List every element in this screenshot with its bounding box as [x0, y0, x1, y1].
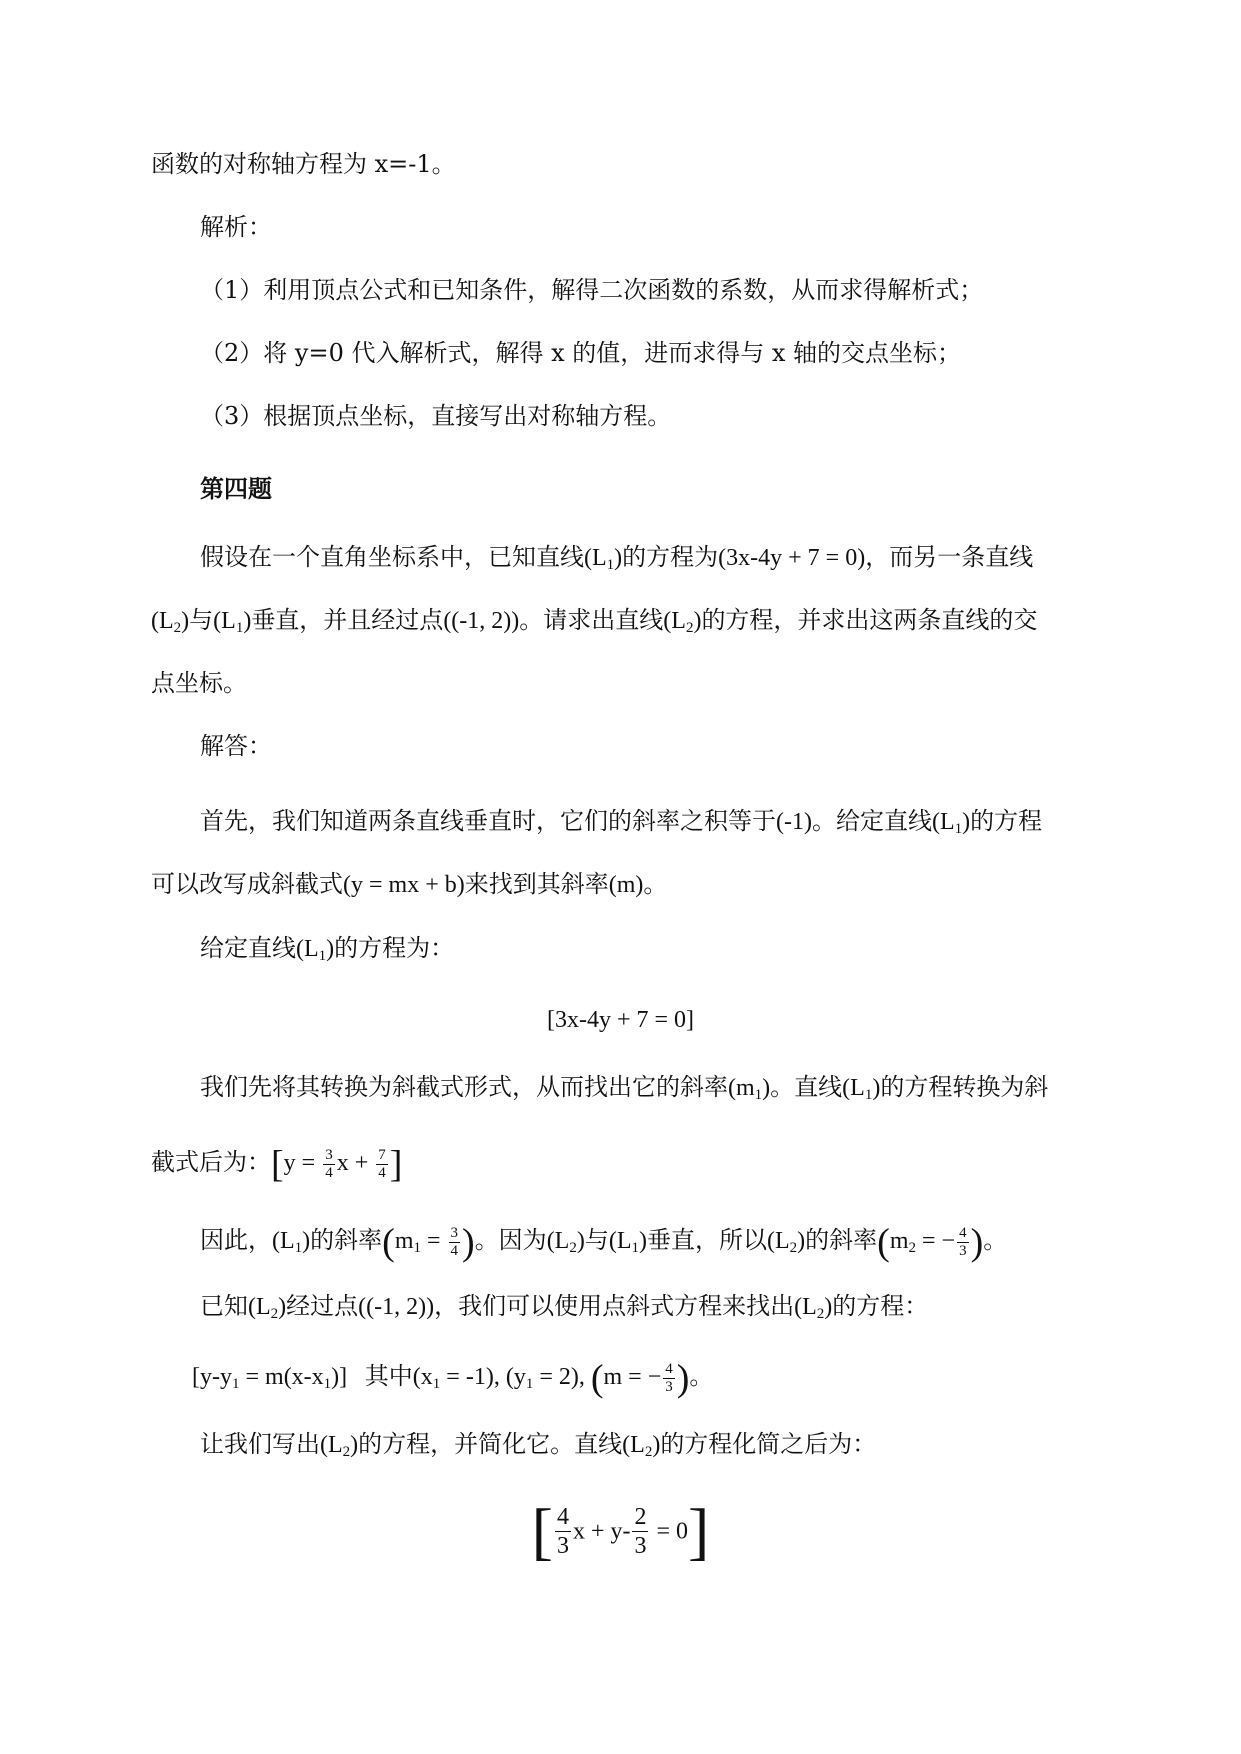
- display-equation-1: [0, 1004, 1241, 1036]
- math-text: ): [302, 1228, 311, 1254]
- math-bracket: [: [271, 1143, 284, 1186]
- math-fraction: [632, 1505, 648, 1558]
- text-span: 给定直线: [200, 934, 296, 962]
- math-L1: [272, 1228, 310, 1254]
- math-num: 2: [634, 1503, 647, 1530]
- math-sub: 1: [525, 1376, 534, 1392]
- math-text: (L: [794, 1294, 817, 1320]
- point-slope-intro: [200, 1290, 928, 1323]
- math-text: [y-y: [192, 1364, 232, 1390]
- math-text: (L: [931, 809, 955, 835]
- math-sub: 1: [235, 620, 244, 636]
- math-L1: [932, 809, 970, 835]
- math-m-value: [590, 1357, 690, 1400]
- math-sub: 1: [294, 1240, 303, 1256]
- math-num: 7: [378, 1146, 386, 1163]
- math-paren: (: [590, 1357, 604, 1400]
- math-den: 3: [665, 1378, 673, 1395]
- text-span: 让我们写出: [200, 1430, 320, 1458]
- text-span: ，而另一条直线: [865, 543, 1034, 571]
- text-span: 。: [689, 1362, 714, 1390]
- text-span: 的斜率: [310, 1226, 383, 1254]
- math-sub: 1: [864, 1087, 873, 1103]
- math-text: (L: [320, 1432, 343, 1458]
- text-span: 首先，我们知道两条直线垂直时，它们的斜率之积等于: [200, 807, 776, 835]
- math-sub: 2: [644, 1444, 653, 1460]
- text-span: 。因为: [474, 1226, 547, 1254]
- problem-line-3: [151, 667, 247, 699]
- math-fraction: [323, 1148, 335, 1181]
- math-paren: (: [382, 1221, 395, 1264]
- math-text: ): [614, 545, 623, 571]
- math-value: (m): [608, 872, 644, 898]
- math-sub: 2: [270, 1306, 279, 1322]
- point-slope-line: [192, 1354, 713, 1399]
- text-span: 。请求出直线: [519, 606, 664, 634]
- text-span: 的方程：: [832, 1292, 929, 1320]
- math-den: 4: [325, 1164, 333, 1181]
- text-span: 解答：: [200, 732, 272, 760]
- convert-line-2: [151, 1140, 402, 1185]
- math-fraction: [376, 1148, 388, 1181]
- math-text: =: [420, 1228, 447, 1254]
- math-equation: (y = mx + b): [343, 872, 465, 898]
- math-text: = 2),: [533, 1364, 591, 1390]
- math-L2: [547, 1228, 585, 1254]
- math-text: (L: [842, 1075, 865, 1101]
- math-L2: [794, 1294, 832, 1320]
- text-span: 与: [189, 606, 214, 634]
- math-sub: 1: [231, 1376, 240, 1392]
- math-text: ): [652, 1432, 661, 1458]
- text-span: 。给定直线: [811, 807, 932, 835]
- math-text: m: [394, 1228, 414, 1254]
- analysis-item-3: [200, 400, 671, 432]
- text-span: 。直线: [770, 1073, 843, 1101]
- text-line: [151, 148, 456, 180]
- math-text: )]: [331, 1364, 348, 1390]
- math-slope-intercept: [271, 1143, 403, 1186]
- math-den: 3: [959, 1242, 967, 1259]
- math-text: (L: [213, 608, 236, 634]
- math-sub: 2: [569, 1240, 577, 1256]
- math-L2: [320, 1432, 358, 1458]
- math-value: (-1): [776, 809, 812, 835]
- math-L2: [663, 608, 701, 634]
- math-point: ((-1, 2)): [358, 1294, 435, 1320]
- analysis-item-2: [200, 337, 961, 369]
- math-den: 4: [450, 1242, 459, 1259]
- math-den: 3: [556, 1532, 569, 1559]
- math-L2: [151, 608, 189, 634]
- math-y1: [506, 1364, 591, 1390]
- math-text: ): [243, 608, 252, 634]
- math-text: (L: [584, 545, 607, 571]
- math-equation: (3x-4y + 7 = 0): [718, 545, 866, 571]
- math-text: ): [962, 809, 971, 835]
- text-span: 。: [983, 1226, 1008, 1254]
- math-sub: 1: [954, 821, 963, 837]
- math-num: 4: [556, 1503, 569, 1530]
- math-text: (L: [622, 1432, 645, 1458]
- math-text: ): [639, 1228, 647, 1254]
- math-m1: [728, 1075, 770, 1101]
- math-point-slope: [192, 1364, 347, 1390]
- display-equation-final: [0, 1490, 1241, 1571]
- math-L2: [767, 1228, 805, 1254]
- math-text: ): [576, 1228, 585, 1254]
- math-text: ): [872, 1075, 881, 1101]
- math-x1: [413, 1364, 506, 1390]
- math-text: m: [889, 1228, 909, 1254]
- text-span: ，我们可以使用点斜式方程来找出: [434, 1292, 795, 1320]
- math-text: ): [350, 1432, 359, 1458]
- math-text: (L: [767, 1228, 790, 1254]
- math-text: = m(x-x: [239, 1364, 324, 1390]
- math-sub: 2: [789, 1240, 798, 1256]
- math-sub: 2: [173, 620, 182, 636]
- text-span: 的方程转换为斜: [880, 1073, 1049, 1101]
- text-span: （2）将 y=0 代入解析式，解得 x 的值，进而求得与 x 轴的交点坐标；: [200, 339, 962, 367]
- math-L1: [842, 1075, 880, 1101]
- text-span: 的方程化简之后为：: [660, 1430, 877, 1458]
- text-span: 第四题: [200, 474, 272, 503]
- convert-line-1: [200, 1071, 1048, 1104]
- math-text: (x: [412, 1364, 433, 1390]
- math-text: ): [824, 1294, 833, 1320]
- math-text: m = −: [603, 1364, 662, 1390]
- math-L2: [622, 1432, 660, 1458]
- math-fraction: [555, 1505, 571, 1558]
- math-text: (L: [248, 1294, 271, 1320]
- math-L1: [213, 608, 251, 634]
- math-L1: [296, 936, 334, 962]
- math-text: ): [762, 1075, 771, 1101]
- text-span: 函数的对称轴方程为 x=-1。: [151, 150, 456, 178]
- math-text: ): [278, 1294, 287, 1320]
- text-span: 来找到其斜率: [464, 870, 609, 898]
- math-L1: [609, 1228, 647, 1254]
- text-span: 的方程: [970, 807, 1043, 835]
- math-L2: [248, 1294, 286, 1320]
- math-bracket: ]: [688, 1495, 710, 1567]
- text-span: 与: [584, 1226, 609, 1254]
- math-fraction: [663, 1362, 675, 1395]
- math-sub: 1: [413, 1240, 421, 1256]
- text-span: （1）利用顶点公式和已知条件，解得二次函数的系数，从而求得解析式；: [200, 276, 984, 304]
- math-text: (y: [505, 1364, 526, 1390]
- text-span: 垂直，并且经过点: [251, 606, 444, 634]
- math-text: ): [693, 608, 702, 634]
- math-text: = −: [915, 1228, 956, 1254]
- math-bracket: ]: [389, 1143, 403, 1186]
- math-fraction: [449, 1226, 461, 1259]
- text-span: 截式后为：: [151, 1148, 271, 1176]
- answer-line-1: [200, 805, 1042, 838]
- math-sub: 1: [606, 557, 615, 573]
- math-text: x +: [336, 1150, 375, 1176]
- math-num: 4: [665, 1360, 673, 1377]
- math-text: (L: [608, 1228, 632, 1254]
- text-span: 的方程，并简化它。直线: [358, 1430, 623, 1458]
- math-paren: (: [877, 1221, 890, 1264]
- math-sub: 1: [432, 1376, 441, 1392]
- math-point: ((-1, 2)): [443, 608, 520, 634]
- math-sub: 1: [631, 1240, 639, 1256]
- answer-line-2: [151, 868, 667, 901]
- analysis-item-1: [200, 274, 983, 306]
- analysis-label: [200, 211, 272, 243]
- slope-line: [200, 1218, 1007, 1263]
- math-text: = -1),: [440, 1364, 506, 1390]
- math-text: (L: [663, 608, 686, 634]
- text-span: 其中: [364, 1362, 413, 1390]
- math-equation: [3x-4y + 7 = 0]: [546, 1007, 695, 1033]
- simplify-line: [200, 1428, 876, 1461]
- section-heading: [200, 473, 272, 505]
- math-text: (m: [728, 1075, 755, 1101]
- math-den: 3: [634, 1532, 647, 1559]
- text-span: 已知: [200, 1292, 248, 1320]
- problem-line-2: [151, 604, 1037, 637]
- math-sub: 2: [908, 1240, 916, 1256]
- math-num: 3: [325, 1146, 333, 1163]
- text-span: 假设在一个直角坐标系中，已知直线: [200, 543, 584, 571]
- text-span: 因此，: [200, 1226, 272, 1254]
- text-span: 的方程，并求出这两条直线的交: [701, 606, 1038, 634]
- math-text: ): [797, 1228, 806, 1254]
- math-sub: 1: [318, 948, 327, 964]
- math-text: (L: [546, 1228, 570, 1254]
- answer-label: [200, 730, 272, 762]
- problem-line-1: [200, 541, 1033, 574]
- math-bracket: [: [531, 1495, 553, 1567]
- math-text: = 0: [650, 1518, 689, 1545]
- math-sub: 2: [342, 1444, 351, 1460]
- text-span: 的斜率: [805, 1226, 878, 1254]
- math-sub: 1: [323, 1376, 332, 1392]
- math-text: (L: [296, 936, 319, 962]
- text-span: 我们先将其转换为斜截式形式，从而找出它的斜率: [200, 1073, 728, 1101]
- math-text: ): [181, 608, 190, 634]
- math-paren: ): [462, 1221, 475, 1264]
- text-span: 解析：: [200, 213, 272, 241]
- text-span: （3）根据顶点坐标，直接写出对称轴方程。: [200, 402, 672, 430]
- math-text: (L: [272, 1228, 295, 1254]
- math-text: x + y-: [572, 1518, 631, 1545]
- math-num: 4: [959, 1224, 967, 1241]
- text-span: 的方程为: [622, 543, 719, 571]
- math-text: y =: [283, 1150, 322, 1176]
- text-span: 的方程为：: [334, 934, 455, 962]
- text-span: 垂直，所以: [647, 1226, 767, 1254]
- math-text: ): [326, 936, 335, 962]
- math-sub: 1: [754, 1087, 763, 1103]
- text-span: 经过点: [286, 1292, 359, 1320]
- text-span: 可以改写成斜截式: [151, 870, 343, 898]
- math-fraction: [957, 1226, 969, 1259]
- math-sub: 2: [685, 620, 694, 636]
- math-m1-value: [382, 1221, 475, 1264]
- math-den: 4: [378, 1164, 386, 1181]
- text-span: 点坐标。: [151, 669, 247, 697]
- math-text: (L: [151, 608, 174, 634]
- math-paren: ): [970, 1221, 984, 1264]
- given-line: [200, 932, 454, 965]
- math-sub: 2: [816, 1306, 825, 1322]
- math-num: 3: [450, 1224, 459, 1241]
- math-paren: ): [676, 1357, 690, 1400]
- math-m2-value: [877, 1221, 984, 1264]
- math-L1: [584, 545, 622, 571]
- text-span: 。: [643, 870, 668, 898]
